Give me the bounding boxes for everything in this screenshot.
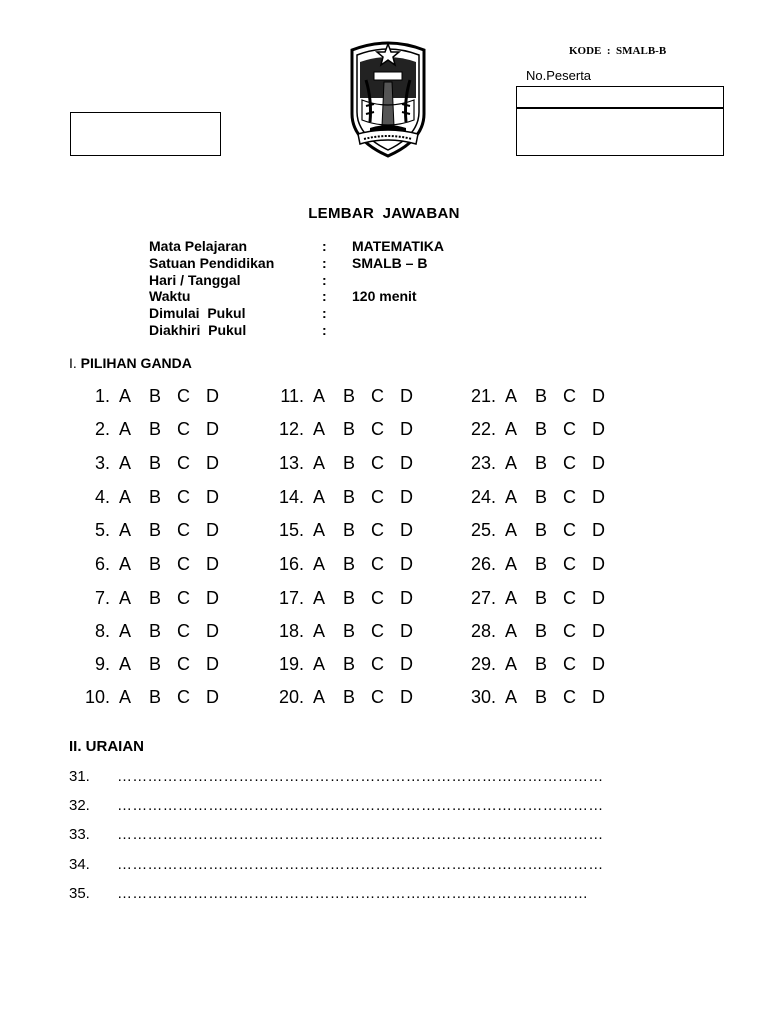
- mc-option-a[interactable]: A: [313, 453, 326, 473]
- mc-question-number: 23.: [470, 453, 496, 473]
- mc-question-row: [94, 518, 230, 542]
- mc-question-number: 3.: [94, 453, 110, 473]
- info-label: Hari / Tanggal: [149, 272, 241, 288]
- mc-question-number: 1.: [94, 386, 110, 406]
- mc-question-row: [94, 417, 230, 441]
- info-label: Dimulai Pukul: [149, 305, 246, 321]
- mc-option-a[interactable]: A: [313, 687, 326, 707]
- mc-option-d[interactable]: D: [400, 588, 413, 608]
- mc-question-number: 25.: [470, 520, 496, 540]
- mc-option-a[interactable]: A: [313, 654, 326, 674]
- mc-option-c[interactable]: C: [563, 419, 576, 439]
- section-multiple-choice-heading: [69, 355, 192, 371]
- mc-question-number: 14.: [278, 487, 304, 507]
- mc-option-b[interactable]: B: [343, 487, 356, 507]
- mc-option-a[interactable]: A: [505, 419, 518, 439]
- section-title: PILIHAN GANDA: [80, 355, 192, 371]
- section-essay-heading: II. URAIAN: [69, 738, 144, 755]
- mc-option-d[interactable]: D: [206, 554, 219, 574]
- mc-question-row: [470, 384, 616, 408]
- mc-option-c[interactable]: C: [177, 453, 190, 473]
- mc-option-c[interactable]: C: [563, 386, 576, 406]
- mc-option-d[interactable]: D: [592, 654, 605, 674]
- mc-question-number: 17.: [278, 588, 304, 608]
- mc-question-number: 29.: [470, 654, 496, 674]
- mc-option-c[interactable]: C: [563, 453, 576, 473]
- mc-option-c[interactable]: C: [563, 654, 576, 674]
- mc-question-row: [94, 619, 230, 643]
- mc-question-row: [278, 552, 424, 576]
- mc-option-a[interactable]: A: [505, 386, 518, 406]
- mc-option-d[interactable]: D: [592, 621, 605, 641]
- mc-option-c[interactable]: C: [371, 621, 384, 641]
- mc-option-d[interactable]: D: [206, 487, 219, 507]
- mc-option-a[interactable]: A: [505, 654, 518, 674]
- info-value: 120 menit: [352, 288, 417, 304]
- mc-question-row: [278, 417, 424, 441]
- mc-option-d[interactable]: D: [400, 453, 413, 473]
- mc-option-a[interactable]: A: [313, 621, 326, 641]
- mc-option-a[interactable]: A: [505, 621, 518, 641]
- mc-option-d[interactable]: D: [400, 554, 413, 574]
- mc-option-b[interactable]: B: [149, 453, 162, 473]
- mc-question-number: 24.: [470, 487, 496, 507]
- mc-option-c[interactable]: C: [563, 520, 576, 540]
- mc-question-row: [470, 586, 616, 610]
- mc-option-a[interactable]: A: [119, 654, 132, 674]
- mc-option-d[interactable]: D: [592, 588, 605, 608]
- mc-option-c[interactable]: C: [563, 487, 576, 507]
- mc-question-row: [278, 619, 424, 643]
- mc-question-number: 5.: [94, 520, 110, 540]
- mc-option-a[interactable]: A: [119, 687, 132, 707]
- mc-option-a[interactable]: A: [313, 554, 326, 574]
- mc-option-b[interactable]: B: [535, 654, 548, 674]
- mc-option-a[interactable]: A: [119, 621, 132, 641]
- mc-question-row: [94, 485, 230, 509]
- mc-question-row: [470, 652, 616, 676]
- mc-option-c[interactable]: C: [177, 554, 190, 574]
- mc-option-a[interactable]: A: [119, 554, 132, 574]
- exam-code: KODE : SMALB-B: [569, 45, 667, 57]
- mc-option-c[interactable]: C: [563, 588, 576, 608]
- mc-option-c[interactable]: C: [177, 687, 190, 707]
- essay-answer-line[interactable]: ……………………………………………………………………………………: [117, 826, 604, 843]
- mc-question-number: 18.: [278, 621, 304, 641]
- participant-extra-box[interactable]: [516, 108, 724, 156]
- mc-option-b[interactable]: B: [149, 588, 162, 608]
- mc-question-row: [470, 552, 616, 576]
- mc-option-c[interactable]: C: [177, 621, 190, 641]
- info-value: SMALB – B: [352, 255, 428, 271]
- mc-option-b[interactable]: B: [343, 687, 356, 707]
- mc-question-row: [470, 619, 616, 643]
- essay-number: 32.: [69, 797, 90, 814]
- mc-question-row: [94, 451, 230, 475]
- info-colon: :: [322, 305, 327, 321]
- mc-option-a[interactable]: A: [313, 588, 326, 608]
- mc-option-a[interactable]: A: [119, 520, 132, 540]
- mc-question-row: [470, 417, 616, 441]
- essay-answer-line[interactable]: ……………………………………………………………………………………: [117, 768, 604, 785]
- info-colon: :: [322, 322, 327, 338]
- mc-option-d[interactable]: D: [206, 453, 219, 473]
- mc-option-d[interactable]: D: [400, 487, 413, 507]
- mc-option-b[interactable]: B: [343, 621, 356, 641]
- mc-option-d[interactable]: D: [592, 419, 605, 439]
- east-java-emblem: [344, 40, 432, 158]
- mc-option-a[interactable]: A: [119, 588, 132, 608]
- mc-option-c[interactable]: C: [177, 588, 190, 608]
- essay-answer-line[interactable]: ……………………………………………………………………………………: [117, 797, 604, 814]
- mc-option-a[interactable]: A: [505, 520, 518, 540]
- mc-question-row: [278, 518, 424, 542]
- mc-option-d[interactable]: D: [400, 687, 413, 707]
- mc-option-c[interactable]: C: [177, 520, 190, 540]
- mc-option-c[interactable]: C: [177, 487, 190, 507]
- mc-option-b[interactable]: B: [535, 554, 548, 574]
- mc-option-a[interactable]: A: [119, 419, 132, 439]
- mc-option-c[interactable]: C: [371, 386, 384, 406]
- participant-number-label: No.Peserta: [526, 68, 592, 83]
- mc-option-d[interactable]: D: [206, 621, 219, 641]
- mc-option-c[interactable]: C: [371, 419, 384, 439]
- mc-option-b[interactable]: B: [149, 654, 162, 674]
- mc-option-d[interactable]: D: [400, 386, 413, 406]
- mc-option-d[interactable]: D: [400, 419, 413, 439]
- mc-question-row: [470, 485, 616, 509]
- info-label: Satuan Pendidikan: [149, 255, 275, 271]
- mc-option-b[interactable]: B: [343, 554, 356, 574]
- mc-option-d[interactable]: D: [592, 386, 605, 406]
- mc-question-number: 12.: [278, 419, 304, 439]
- mc-question-number: 16.: [278, 554, 304, 574]
- mc-option-a[interactable]: A: [119, 386, 132, 406]
- mc-question-number: 15.: [278, 520, 304, 540]
- mc-option-b[interactable]: B: [535, 621, 548, 641]
- mc-option-c[interactable]: C: [563, 554, 576, 574]
- mc-option-d[interactable]: D: [206, 654, 219, 674]
- mc-option-d[interactable]: D: [592, 554, 605, 574]
- mc-option-b[interactable]: B: [535, 520, 548, 540]
- mc-option-a[interactable]: A: [505, 453, 518, 473]
- mc-question-row: [84, 685, 230, 709]
- mc-question-number: 28.: [470, 621, 496, 641]
- mc-option-d[interactable]: D: [206, 588, 219, 608]
- mc-question-number: 11.: [280, 386, 304, 406]
- mc-question-number: 22.: [470, 419, 496, 439]
- mc-question-number: 27.: [470, 588, 496, 608]
- mc-option-b[interactable]: B: [149, 520, 162, 540]
- mc-option-c[interactable]: C: [371, 654, 384, 674]
- mc-question-number: 30.: [470, 687, 496, 707]
- mc-question-row: [278, 586, 424, 610]
- mc-option-d[interactable]: D: [592, 487, 605, 507]
- mc-option-c[interactable]: C: [563, 621, 576, 641]
- mc-option-b[interactable]: B: [535, 588, 548, 608]
- section-prefix: I.: [69, 355, 77, 371]
- mc-question-number: 6.: [94, 554, 110, 574]
- mc-option-d[interactable]: D: [400, 520, 413, 540]
- mc-option-d[interactable]: D: [592, 520, 605, 540]
- info-label: Diakhiri Pukul: [149, 322, 247, 338]
- info-colon: :: [322, 255, 327, 271]
- essay-answer-line[interactable]: …………………………………………………………………………………: [117, 885, 589, 902]
- mc-option-b[interactable]: B: [149, 687, 162, 707]
- mc-question-number: 19.: [278, 654, 304, 674]
- mc-option-c[interactable]: C: [371, 588, 384, 608]
- mc-option-b[interactable]: B: [149, 487, 162, 507]
- mc-option-b[interactable]: B: [343, 520, 356, 540]
- mc-question-number: 13.: [278, 453, 304, 473]
- left-blank-box[interactable]: [70, 112, 221, 156]
- mc-question-row: [278, 652, 424, 676]
- mc-question-row: [94, 652, 230, 676]
- mc-option-c[interactable]: C: [177, 419, 190, 439]
- mc-question-number: 26.: [470, 554, 496, 574]
- mc-option-d[interactable]: D: [206, 419, 219, 439]
- mc-option-a[interactable]: A: [119, 453, 132, 473]
- mc-option-a[interactable]: A: [505, 588, 518, 608]
- mc-question-row: [470, 451, 616, 475]
- mc-option-c[interactable]: C: [563, 687, 576, 707]
- essay-number: 34.: [69, 856, 90, 873]
- mc-option-c[interactable]: C: [177, 654, 190, 674]
- mc-option-c[interactable]: C: [371, 687, 384, 707]
- mc-option-b[interactable]: B: [343, 588, 356, 608]
- mc-option-d[interactable]: D: [592, 687, 605, 707]
- mc-question-number: 9.: [94, 654, 110, 674]
- mc-option-c[interactable]: C: [371, 520, 384, 540]
- mc-option-a[interactable]: A: [313, 520, 326, 540]
- mc-option-a[interactable]: A: [313, 386, 326, 406]
- mc-option-b[interactable]: B: [149, 386, 162, 406]
- mc-question-row: [470, 685, 616, 709]
- mc-option-b[interactable]: B: [535, 386, 548, 406]
- mc-option-b[interactable]: B: [535, 687, 548, 707]
- mc-option-b[interactable]: B: [535, 419, 548, 439]
- mc-option-b[interactable]: B: [343, 654, 356, 674]
- mc-question-row: [470, 518, 616, 542]
- essay-number: 35.: [69, 885, 90, 902]
- mc-option-a[interactable]: A: [505, 687, 518, 707]
- mc-option-b[interactable]: B: [149, 419, 162, 439]
- mc-option-c[interactable]: C: [371, 453, 384, 473]
- mc-option-b[interactable]: B: [149, 621, 162, 641]
- mc-question-row: [94, 586, 230, 610]
- mc-option-d[interactable]: D: [592, 453, 605, 473]
- mc-question-number: 7.: [94, 588, 110, 608]
- mc-option-a[interactable]: A: [313, 487, 326, 507]
- mc-question-row: [94, 384, 230, 408]
- mc-option-b[interactable]: B: [535, 487, 548, 507]
- mc-option-b[interactable]: B: [343, 419, 356, 439]
- mc-option-c[interactable]: C: [177, 386, 190, 406]
- mc-option-b[interactable]: B: [535, 453, 548, 473]
- mc-option-c[interactable]: C: [371, 487, 384, 507]
- info-label: Mata Pelajaran: [149, 238, 248, 254]
- mc-question-number: 20.: [278, 687, 304, 707]
- mc-option-d[interactable]: D: [206, 520, 219, 540]
- mc-question-number: 4.: [94, 487, 110, 507]
- mc-question-row: [278, 685, 424, 709]
- info-colon: :: [322, 272, 327, 288]
- mc-question-number: 21.: [470, 386, 496, 406]
- mc-option-a[interactable]: A: [505, 487, 518, 507]
- mc-option-d[interactable]: D: [400, 654, 413, 674]
- mc-question-row: [278, 451, 424, 475]
- mc-option-b[interactable]: B: [343, 453, 356, 473]
- mc-option-c[interactable]: C: [371, 554, 384, 574]
- mc-question-number: 2.: [94, 419, 110, 439]
- page-title: LEMBAR JAWABAN: [308, 205, 460, 222]
- mc-question-row: [280, 384, 424, 408]
- mc-question-number: 10.: [84, 687, 110, 707]
- mc-option-b[interactable]: B: [343, 386, 356, 406]
- mc-question-row: [278, 485, 424, 509]
- mc-question-number: 8.: [94, 621, 110, 641]
- mc-option-a[interactable]: A: [119, 487, 132, 507]
- mc-option-b[interactable]: B: [149, 554, 162, 574]
- mc-option-a[interactable]: A: [313, 419, 326, 439]
- mc-option-a[interactable]: A: [505, 554, 518, 574]
- mc-option-d[interactable]: D: [400, 621, 413, 641]
- participant-number-box[interactable]: [516, 86, 724, 108]
- info-label: Waktu: [149, 288, 191, 304]
- info-colon: :: [322, 288, 327, 304]
- info-value: MATEMATIKA: [352, 238, 445, 254]
- essay-number: 31.: [69, 768, 90, 785]
- mc-option-d[interactable]: D: [206, 386, 219, 406]
- essay-answer-line[interactable]: ……………………………………………………………………………………: [117, 856, 604, 873]
- mc-question-row: [94, 552, 230, 576]
- info-colon: :: [322, 238, 327, 254]
- essay-number: 33.: [69, 826, 90, 843]
- mc-option-d[interactable]: D: [206, 687, 219, 707]
